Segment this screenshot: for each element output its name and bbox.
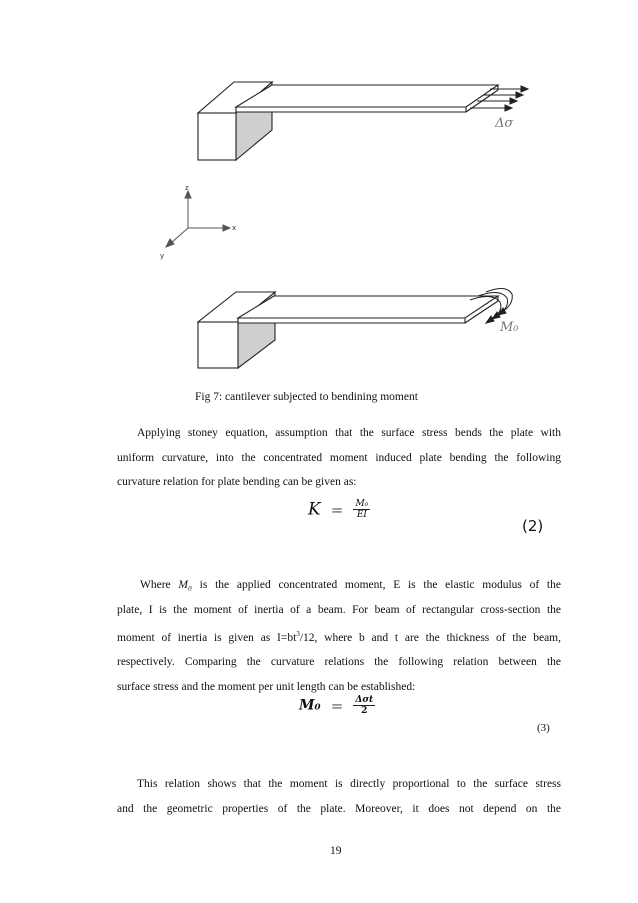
x-axis-label: x	[232, 224, 237, 232]
bottom-cantilever	[198, 292, 498, 368]
paragraph-2	[117, 573, 561, 699]
top-beam-top	[236, 85, 498, 107]
axes-triad	[166, 191, 230, 247]
y-axis-label: y	[160, 252, 165, 260]
paragraph-1-line-2: uniform curvature, into the concentrated moment induced plate bending the following	[117, 451, 561, 464]
eq3-fraction	[353, 695, 375, 716]
paragraph-2-line-5: surface stress and the moment per unit length can be established:	[117, 680, 416, 693]
equation-2	[308, 499, 370, 520]
equation-2-number: (2)	[522, 517, 544, 535]
top-cantilever	[198, 82, 528, 160]
figure-caption: Fig 7: cantilever subjected to bendining moment	[195, 391, 418, 403]
eq3-lhs: M₀	[299, 697, 321, 714]
page-number: 19	[330, 845, 342, 857]
equation-3-number: (3)	[537, 722, 550, 734]
paragraph-3-line-2: and the geometric properties of the plate. Moreover, it does not depend on the	[117, 802, 561, 815]
bottom-block-front	[198, 322, 238, 368]
eq2-equals: =	[330, 500, 344, 519]
paragraph-2-line-2: plate, I is the moment of inertia of a beam. For beam of rectangular cross-section the	[117, 603, 561, 616]
equation-3	[299, 695, 375, 716]
z-axis-label: z	[185, 184, 189, 192]
p2-line1-pre: Where	[140, 579, 179, 591]
paragraph-1-line-3: curvature relation for plate bending can be given as:	[117, 476, 357, 488]
bottom-beam-top	[238, 296, 498, 318]
paragraph-2-line-4: respectively. Comparing the curvature relations the following relation between the	[117, 656, 561, 669]
paragraph-3-line-1: This relation shows that the moment is directly proportional to the surface stress	[137, 778, 561, 790]
eq2-lhs: K	[308, 499, 321, 520]
p2-line1-post: is the applied concentrated moment, E is the elastic modulus of the	[191, 579, 561, 591]
p2-line3-post: /12, where b and t are the thickness of the beam,	[299, 631, 561, 644]
top-beam-front	[236, 107, 466, 112]
paragraph-3	[117, 772, 561, 821]
eq3-denominator: 2	[361, 706, 368, 716]
eq2-fraction	[353, 499, 370, 520]
p2-line3-sup: 3	[296, 630, 300, 638]
stress-label: Δσ	[495, 116, 514, 131]
top-block-front	[198, 113, 236, 160]
bottom-beam-front	[238, 318, 465, 323]
eq2-denominator: EI	[356, 510, 367, 520]
paragraph-2-line-1	[117, 573, 561, 598]
eq3-numerator: Δσt	[355, 695, 374, 705]
moment-label: M₀	[500, 320, 519, 335]
paragraph-2-line-3	[117, 622, 561, 650]
eq3-equals: =	[330, 696, 344, 715]
paragraph-1-line-1: Applying stoney equation, assumption that the surface stress bends the plate with	[137, 427, 561, 439]
eq2-numerator: M₀	[355, 499, 369, 509]
cantilever-figure	[0, 0, 638, 380]
paragraph-1	[117, 421, 561, 495]
p2-line3-pre: moment of inertia is given as I=bt	[117, 631, 297, 644]
p2-line1-symbol: M₀	[178, 579, 192, 591]
